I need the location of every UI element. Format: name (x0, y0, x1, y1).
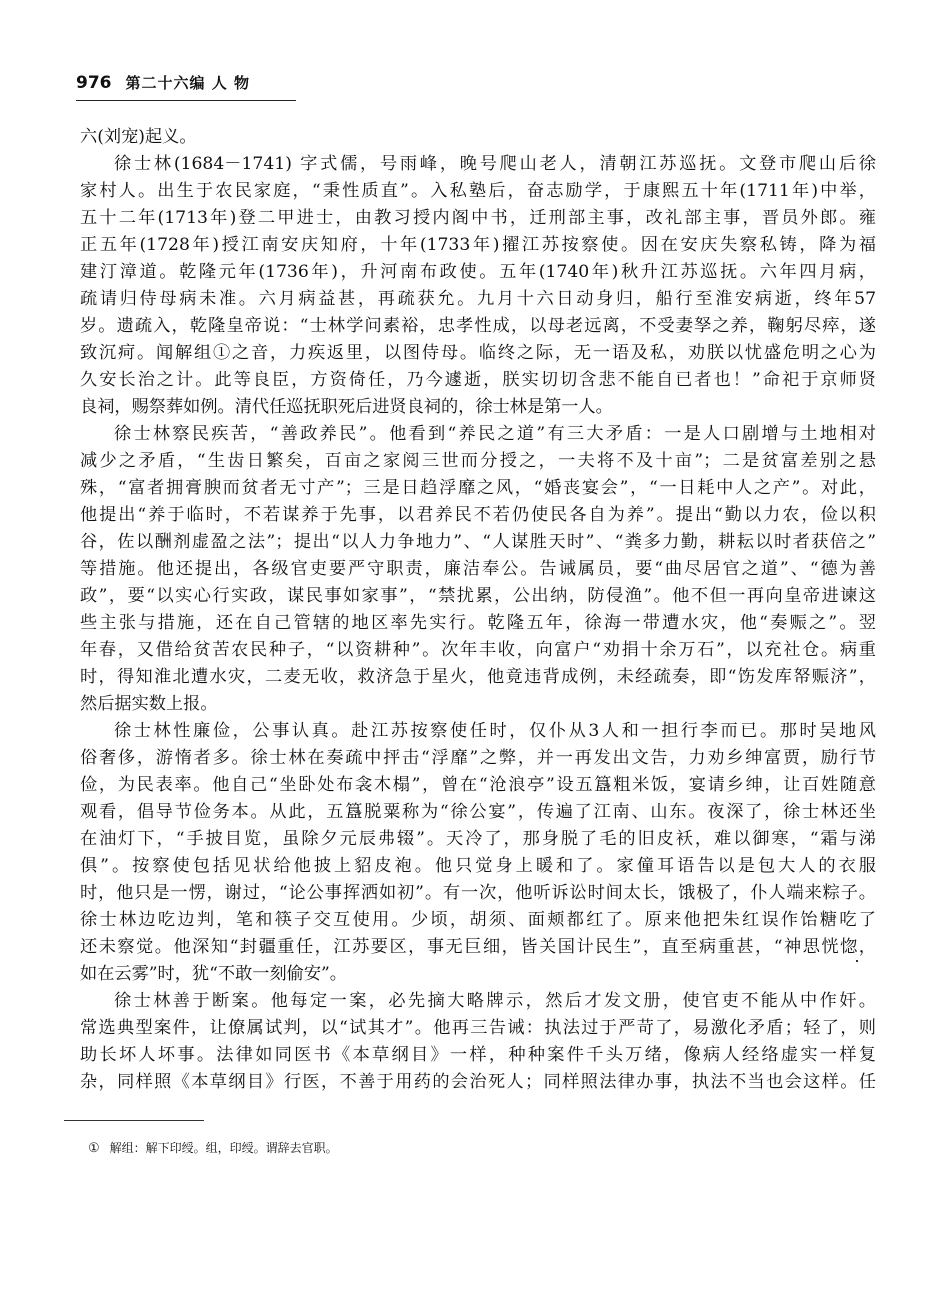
text-line: 俭，为民表率。他自己“坐卧处布衾木榻”，曾在“沧浪亭”设五簋粗米饭，宴请乡绅，让百姓随意 (80, 775, 876, 795)
text-line: 还未察觉。他深知“封疆重任，江苏要区，事无巨细，皆关国计民生”，直至病重甚，“神思恍惚， (80, 937, 876, 957)
text-line: 岁。遗疏入，乾隆皇帝说：“士林学问素裕，忠孝性成，以母老远离，不受妻孥之养，鞠躬尽瘁，遂 (80, 316, 876, 336)
text-line: 减少之矛盾，“生齿日繁矣，百亩之家阅三世而分授之，一夫将不及十亩”；二是贫富差别之悬 (80, 451, 876, 471)
text-line: 殊，“富者拥膏腴而贫者无寸产”；三是日趋浮靡之风，“婚丧宴会”，“一日耗中人之产”。对此， (80, 478, 876, 498)
text-line: 俱”。按察使包括见状给他披上貂皮袍。他只觉身上暖和了。家僮耳语告以是包大人的衣服 (80, 856, 876, 876)
text-line: 在油灯下，“手披目览，虽除夕元辰弗辍”。天冷了，那身脱了毛的旧皮袄，难以御寒，“霜与涕 (80, 829, 876, 849)
text-line: 他提出“养于临时，不若谋养于先事，以君养民不若仍使民各自为养”。提出“勤以力农，俭以积 (80, 505, 876, 525)
text-line: 徐士林性廉俭，公事认真。赴江苏按察使任时，仅仆从3人和一担行李而已。那时吴地风 (114, 721, 876, 741)
text-line: 些主张与措施，还在自己管辖的地区率先实行。乾隆五年，徐海一带遭水灾，他“奏赈之”。翌 (80, 613, 876, 633)
section-title: 第二十六编 人 物 (125, 74, 250, 92)
text-line: 六(刘宠)起义。 (80, 127, 197, 147)
text-line: 助长坏人坏事。法律如同医书《本草纲目》一样，种种案件千头万绪，像病人经络虚实一样复 (80, 1045, 876, 1065)
text-line: 杂，同样照《本草纲目》行医，不善于用药的会治死人；同样照法律办事，执法不当也会这样。任 (80, 1072, 876, 1092)
text-line: 观看，倡导节俭务本。从此，五簋脱粟称为“徐公宴”，传遍了江南、山东。夜深了，徐士林还坐 (80, 802, 876, 822)
text-line: 年春，又借给贫苦农民种子，“以资耕种”。次年丰收，向富户“劝捐十余万石”，以充社仓。病重 (80, 640, 876, 660)
text-line: 时，得知淮北遭水灾，二麦无收，救济急于星火，他竟违背成例，未经疏奏，即“饬发库帑赈济”， (80, 667, 876, 687)
running-header (76, 74, 296, 92)
text-line: 致沉疴。闻解组①之音，力疾返里，以图侍母。临终之际，无一语及私，劝朕以忧盛危明之心为 (80, 343, 876, 363)
body-text (80, 124, 876, 1096)
text-line: 徐士林(1684－1741) 字式儒，号雨峰，晚号爬山老人，清朝江苏巡抚。文登市爬山后徐 (114, 154, 876, 174)
footnote-marker: ① (88, 1141, 100, 1156)
text-line: 常选典型案件，让僚属试判，以“试其才”。他再三告诫：执法过于严苛了，易激化矛盾；轻了，则 (80, 1018, 876, 1038)
text-line: 时，他只是一愣，谢过，“论公事挥洒如初”。有一次，他听诉讼时间太长，饿极了，仆人端来粽子。 (80, 883, 876, 903)
text-line: 谷，佐以酬剂虚盈之法”；提出“以人力争地力”、“人谋胜天时”、“粪多力勤，耕耘以时者获倍之” (80, 532, 876, 552)
footnote-rule (64, 1120, 204, 1121)
text-line: 徐士林边吃边判，笔和筷子交互使用。少顷，胡须、面颊都红了。原来他把朱红误作饴糖吃了 (80, 910, 876, 930)
scan-speck (856, 960, 858, 962)
header-rule (76, 100, 296, 101)
text-line: 如在云雾”时，犹“不敢一刻偷安”。 (80, 964, 347, 984)
text-line: 等措施。他还提出，各级官吏要严守职责，廉洁奉公。告诫属员，要“曲尽居官之道”、“德为善 (80, 559, 876, 579)
text-line: 政”，要“以实心行实政，谋民事如家事”，“禁扰累，公出纳，防侵渔”。他不但一再向皇帝进谏这 (80, 586, 876, 606)
text-line: 建汀漳道。乾隆元年(1736年)，升河南布政使。五年(1740年)秋升江苏巡抚。六年四月病， (80, 262, 876, 282)
text-line: 正五年(1728年)授江南安庆知府，十年(1733年)擢江苏按察使。因在安庆失察私铸，降为福 (80, 235, 876, 255)
page-number: 976 (76, 73, 112, 93)
text-line: 然后据实数上报。 (80, 694, 218, 714)
text-line: 家村人。出生于农民家庭，“秉性质直”。入私塾后，奋志励学，于康熙五十年(1711年)中举， (80, 181, 876, 201)
text-line: 徐士林善于断案。他每定一案，必先摘大略牌示，然后才发文册，使官吏不能从中作奸。 (114, 991, 876, 1011)
footnote (88, 1140, 688, 1157)
text-line: 良祠，赐祭葬如例。清代任巡抚职死后进贤良祠的，徐士林是第一人。 (80, 397, 613, 417)
text-line: 久安长治之计。此等良臣，方资倚任，乃今遽逝，朕实切切含悲不能自已者也！”命祀于京师贤 (80, 370, 876, 390)
text-line: 疏请归侍母病未准。六月病益甚，再疏获允。九月十六日动身归，船行至淮安病逝，终年57 (80, 289, 876, 309)
footnote-text: 解组：解下印绶。组，印绶。谓辞去官职。 (109, 1141, 338, 1155)
text-line: 徐士林察民疾苦，“善政养民”。他看到“养民之道”有三大矛盾：一是人口剧增与土地相对 (114, 424, 876, 444)
text-line: 五十二年(1713年)登二甲进士，由教习授内阁中书，迁刑部主事，改礼部主事，晋员外郎。雍 (80, 208, 876, 228)
text-line: 俗奢侈，游惰者多。徐士林在奏疏中抨击“浮靡”之弊，并一再发出文告，力劝乡绅富贾，励行节 (80, 748, 876, 768)
